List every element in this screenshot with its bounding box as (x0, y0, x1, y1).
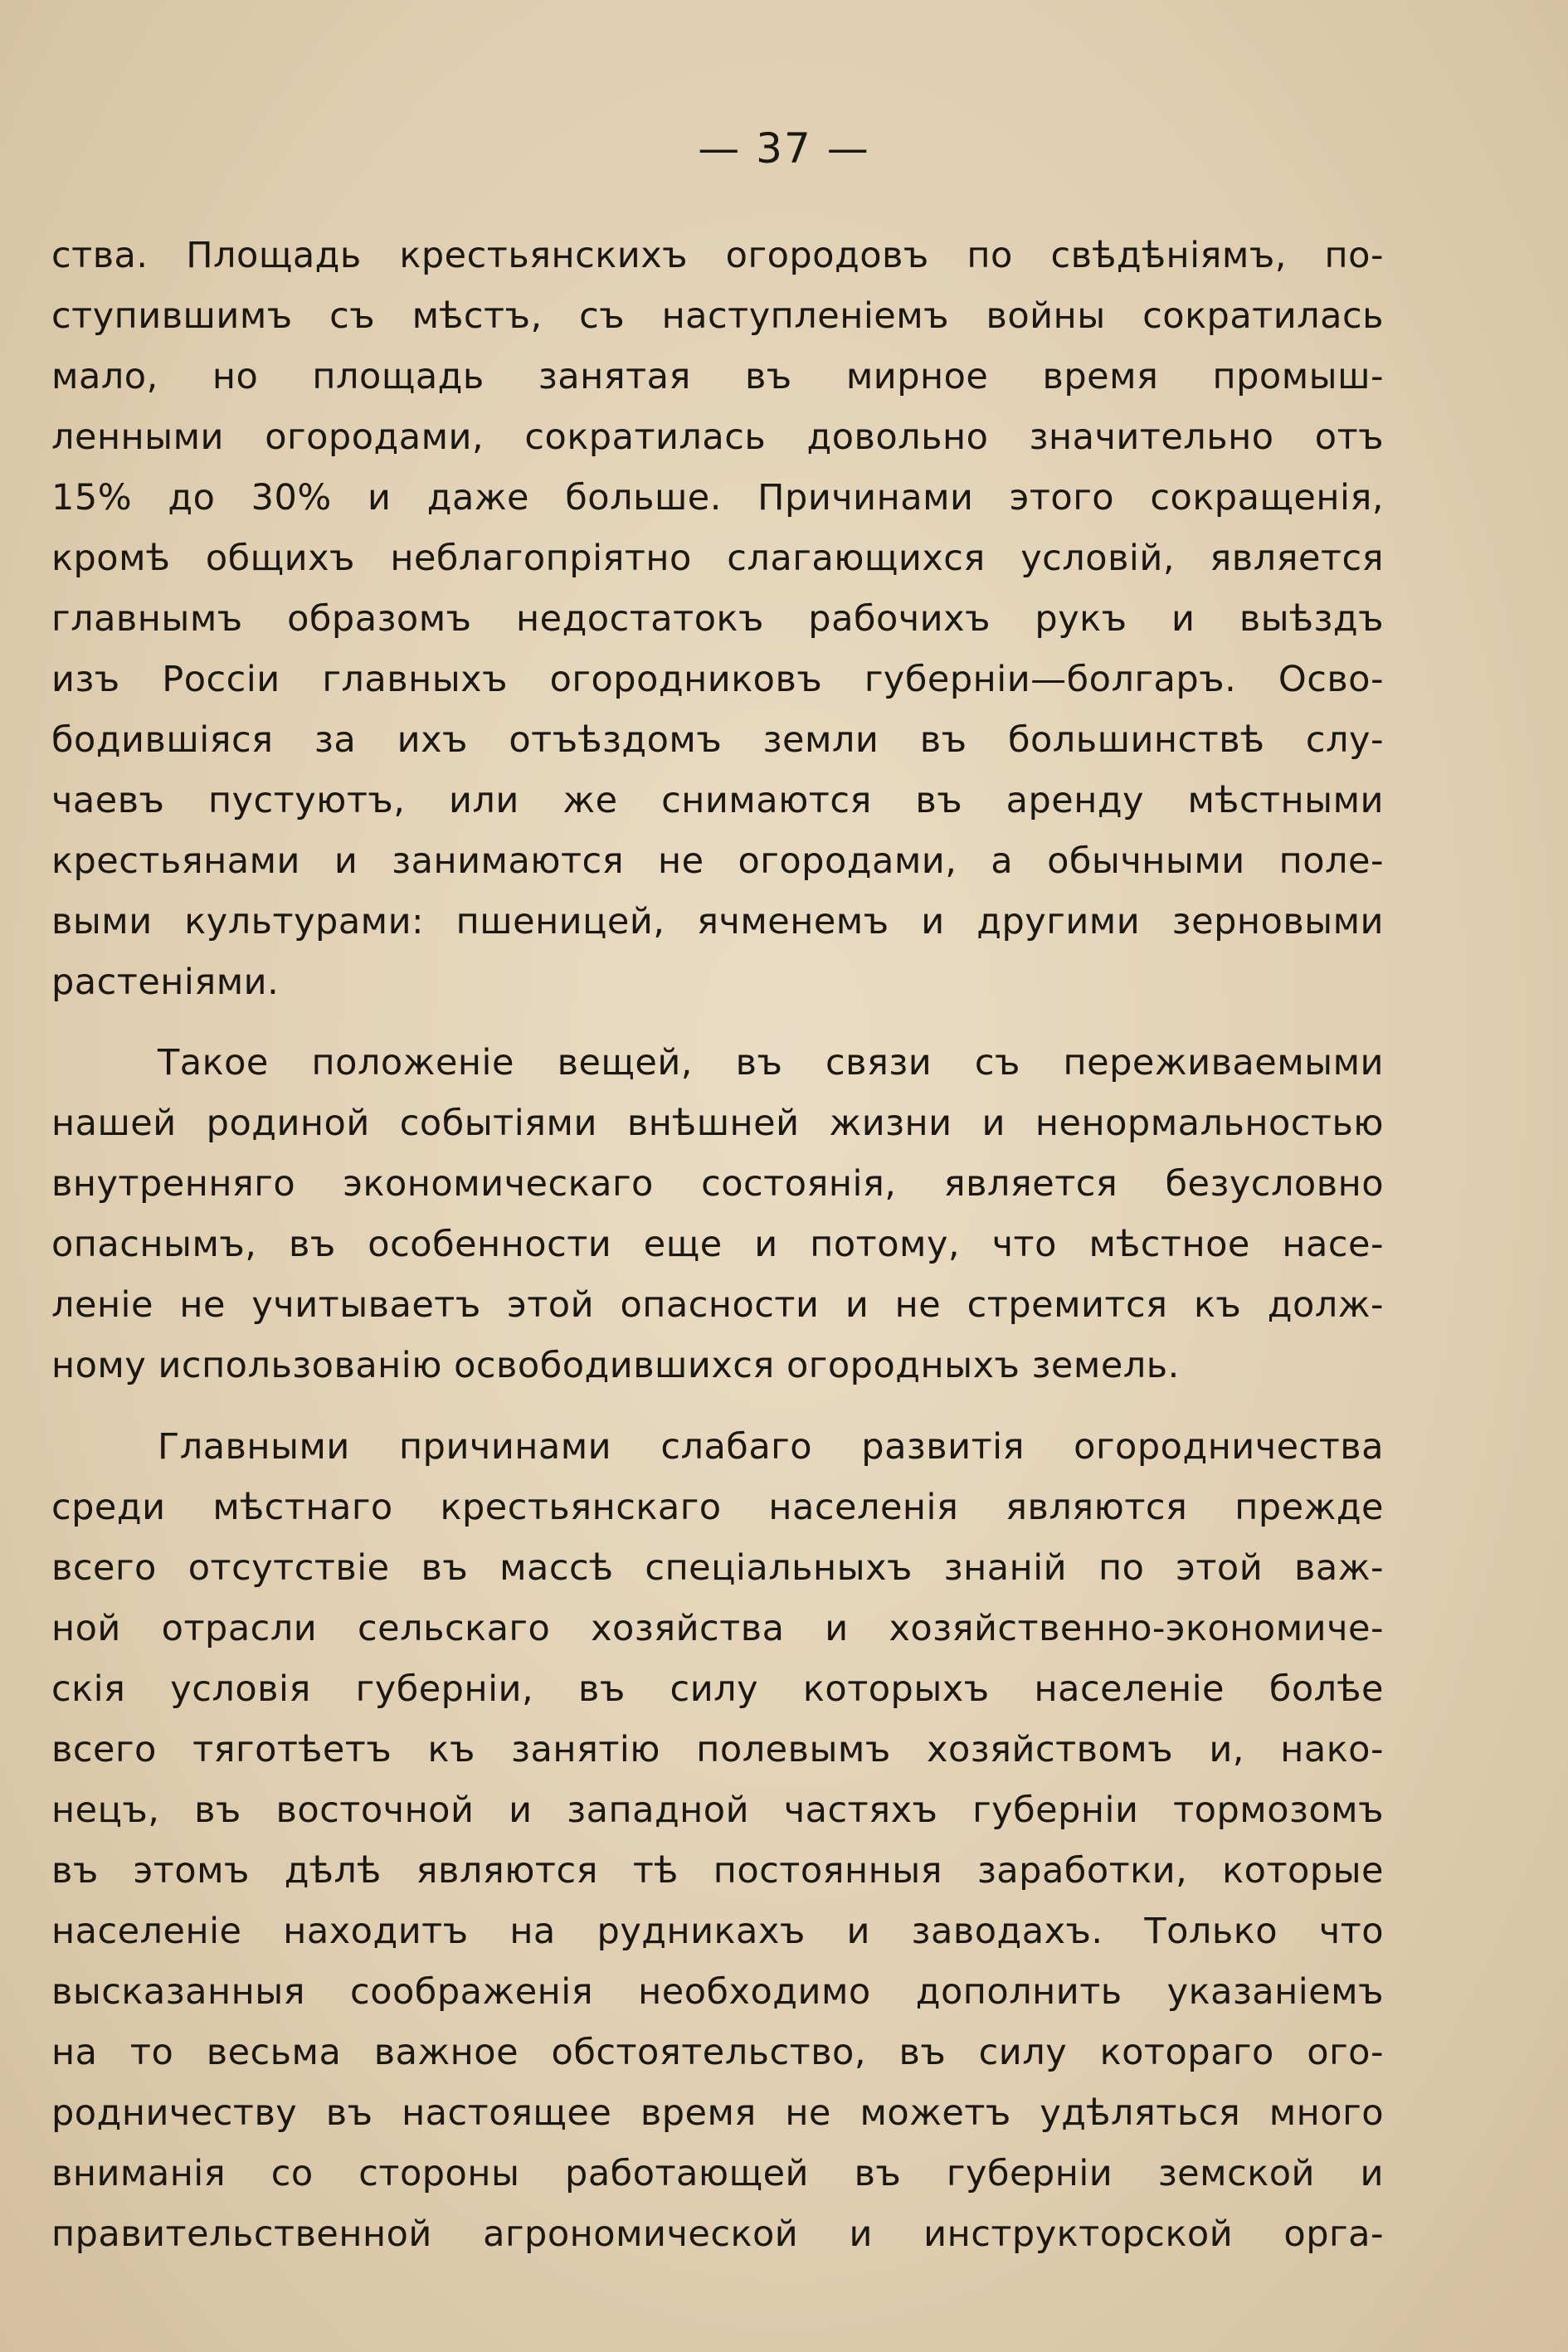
text-line: ленными огородами, сократилась довольно значительно отъ (51, 416, 1384, 458)
text-line: бодившіяся за ихъ отъѣздомъ земли въ большинствѣ слу- (51, 719, 1384, 761)
text-line: внутренняго экономическаго состоянія, является безусловно (51, 1163, 1384, 1205)
text-line: Главными причинами слабаго развитія огородничества (158, 1426, 1384, 1468)
text-line: въ этомъ дѣлѣ являются тѣ постоянныя заработки, которые (51, 1850, 1384, 1892)
text-line: нецъ, въ восточной и западной частяхъ губерніи тормозомъ (51, 1790, 1384, 1831)
text-line: правительственной агрономической и инструкторской орга- (51, 2213, 1384, 2255)
text-line: всего тяготѣетъ къ занятію полевымъ хозяйствомъ и, нако- (51, 1729, 1384, 1770)
text-line: растеніями. (51, 962, 280, 1003)
text-line: 15% до 30% и даже больше. Причинами этого сокращенія, (51, 477, 1384, 519)
text-line: среди мѣстнаго крестьянскаго населенія являются прежде (51, 1487, 1384, 1528)
paragraph-2 (51, 1033, 1384, 1396)
text-line: вниманія со стороны работающей въ губерніи земской и (51, 2153, 1384, 2194)
page-number: — 37 — (698, 124, 870, 173)
text-line: нашей родиной событіями внѣшней жизни и ненормальностью (51, 1103, 1384, 1144)
text-line: главнымъ образомъ недостатокъ рабочихъ рукъ и выѣздъ (51, 598, 1384, 640)
text-line: выми культурами: пшеницей, ячменемъ и другими зерновыми (51, 901, 1384, 942)
text-line: опаснымъ, въ особенности еще и потому, что мѣстное насе- (51, 1224, 1384, 1265)
text-line: высказанныя соображенія необходимо дополнить указаніемъ (51, 1971, 1384, 2013)
text-line: мало, но площадь занятая въ мирное время промыш- (51, 356, 1384, 397)
text-line: скія условія губерніи, въ силу которыхъ населеніе болѣе (51, 1668, 1384, 1710)
text-line: родничеству въ настоящее время не можетъ удѣляться много (51, 2092, 1384, 2134)
text-line: ному использованію освободившихся огородныхъ земель. (51, 1345, 1180, 1386)
paragraph-3 (51, 1417, 1384, 2265)
text-line: леніе не учитываетъ этой опасности и не стремится къ долж- (51, 1284, 1384, 1326)
text-line: ступившимъ съ мѣстъ, съ наступленіемъ войны сократилась (51, 295, 1384, 337)
text-line: на то весьма важное обстоятельство, въ силу котораго ого- (51, 2032, 1384, 2073)
text-line: населеніе находитъ на рудникахъ и заводахъ. Только что (51, 1911, 1384, 1952)
paragraph-1 (51, 226, 1384, 1013)
text-line: кромѣ общихъ неблагопріятно слагающихся условій, является (51, 538, 1384, 579)
text-line: чаевъ пустуютъ, или же снимаются въ аренду мѣстными (51, 780, 1384, 821)
text-line: Такое положеніе вещей, въ связи съ переживаемыми (158, 1042, 1384, 1083)
text-line: всего отсутствіе въ массѣ спеціальныхъ знаній по этой важ- (51, 1547, 1384, 1589)
text-line: изъ Россіи главныхъ огородниковъ губерніи—болгаръ. Осво- (51, 659, 1384, 700)
text-line: крестьянами и занимаются не огородами, а обычными поле- (51, 840, 1384, 882)
text-line: ной отрасли сельскаго хозяйства и хозяйственно-экономиче- (51, 1608, 1384, 1649)
text-line: ства. Площадь крестьянскихъ огородовъ по свѣдѣніямъ, по- (51, 235, 1384, 276)
